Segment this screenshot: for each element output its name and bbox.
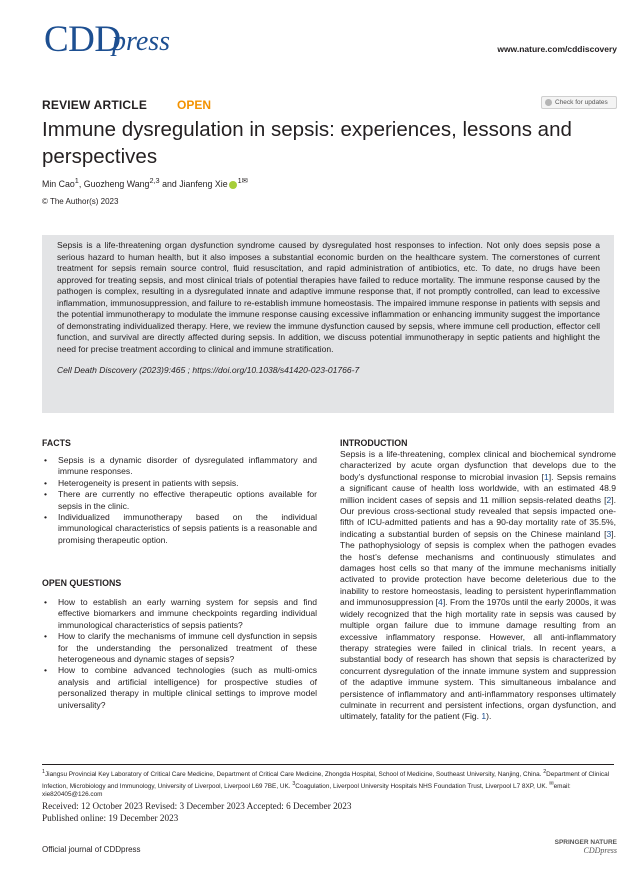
- journal-logo[interactable]: CDD: [44, 19, 121, 60]
- facts-heading: FACTS: [42, 438, 71, 448]
- abstract-text: Sepsis is a life-threatening organ dysfunction syndrome caused by dysregulated host responses to infection. Not only does sepsis pose a serious hazard to human health, but it also imposes a substantial economic burden on the healthcare system. The cornerstones of current treatment for sepsis remain source control, fluid resuscitation, and rapid administration of antibiotics, etc. To date, no drugs have been approved for treating sepsis, and most clinical trials of potential therapies have failed to reduce mortality. The immune response caused by the pathogen is complex, resulting in a dysregulated innate and adaptive immune response that, if not promptly controlled, can lead to excessive inflammation, immunosuppression, and failure to re-establish immune homeostasis. The impaired immune response in patients with sepsis and the potential immunotherapy to modulate the immune response causing excessive inflammation or enhancing immunity suggest the importance of demonstrating individualized therapy. Here, we review the immune dysfunction caused by sepsis, where immune cell production, effector cell function, and survival are directly affected during sepsis. In addition, we discuss potential immunotherapy in septic patients and highlight the need for precise treatment according to clinical and immune stratification.: [57, 240, 600, 354]
- fact-item: • Heterogeneity is present in patients with sepsis.: [42, 478, 317, 489]
- check-updates-button[interactable]: [541, 96, 617, 109]
- footnote-divider: [42, 764, 614, 765]
- open-question-item: • How to combine advanced technologies (such as multi-omics analysis and artificial intelligence) for prospective studies of personalized therapy in multiple clinical settings to improve model universality?: [42, 665, 317, 711]
- journal-logo-script: press: [112, 26, 171, 57]
- journal-footer: Official journal of CDDpress: [42, 845, 141, 854]
- open-access-badge: OPEN: [177, 98, 212, 112]
- published-date: Published online: 19 December 2023: [42, 813, 179, 823]
- publisher-sub: CDDpress: [583, 846, 617, 855]
- article-title: Immune dysregulation in sepsis: experiences, lessons and perspectives: [42, 118, 572, 168]
- facts-list: [42, 455, 317, 546]
- open-questions-heading: OPEN QUESTIONS: [42, 578, 122, 588]
- check-updates-label: Check for updates: [555, 99, 608, 106]
- citation: [57, 365, 600, 375]
- check-updates-icon: [545, 99, 552, 106]
- open-question-item: • How to establish an early warning system for sepsis and find effective biomarkers and immune checkpoints regarding individual immunological characteristics of sepsis patients?: [42, 597, 317, 631]
- authors-text[interactable]: Min Cao$^1$, Guozheng Wang$^{2,3}$ and Jianfeng Xie: [42, 176, 228, 189]
- fact-item: • Sepsis is a dynamic disorder of dysregulated inflammatory and immune responses.: [42, 455, 317, 478]
- received-dates: Received: 12 October 2023 Revised: 3 December 2023 Accepted: 6 December 2023: [42, 801, 352, 811]
- copyright: © The Author(s) 2023: [42, 197, 119, 206]
- introduction-text: Sepsis is a life-threatening, complex clinical and biochemical syndrome characterized by acute organ dysfunction that develops due to the body’s dysfunctional response to microbial invasion [1]. Sepsis remains a significant cause of health loss worldwide, with an estimated 48.9 million incident cases of sepsis and 11 million sepsis-related deaths [2]. Our previous cross-sectional study revealed that sepsis impacted one-fifth of ICU-admitted patients and has a 90-day mortality rate of 35.5%, indicating a substantial burden of sepsis on the Chinese mainland [3]. The pathophysiology of sepsis is complex when the pathogen evades the host’s defense mechanisms and continuously stimulates and damages host cells so that many of the immune mechanisms initially activated to provide protection have become deleterious due to the inability to restore homeostasis, leading to persistent hyperinflammation and immunosuppression [4]. From the 1970s until the early 2000s, it was widely recognized that the high mortality rate in sepsis was caused by multiple organ failure due to immune damage resulting from an excessive inflammatory response. However, all anti-inflammatory therapy strategies were failed in clinical trials. In recent years, a substantial body of research has shown that sepsis is characterized by concurrent dysregulation of the innate immune system and suppression of the adaptive immune system. This simultaneous imbalance and persistence of inflammatory and anti-inflammatory responses ultimately culminate in recurrent and persistent infections, organ dysfunction, and ultimately, fatality for the patient (Fig. 1).: [340, 449, 617, 722]
- journal-url[interactable]: www.nature.com/cddiscovery: [497, 44, 617, 54]
- introduction-heading: INTRODUCTION: [340, 438, 408, 448]
- abstract-box: [42, 235, 614, 413]
- citation-doi[interactable]: (2023)9:465 ; https://doi.org/10.1038/s41420-023-01766-7: [136, 365, 360, 376]
- open-question-item: • How to clarify the mechanisms of immune cell dysfunction in sepsis for the understanding the personalized treatment of these heterogeneous and dynamic stages of sepsis?: [42, 631, 317, 665]
- citation-journal: Cell Death Discovery: [57, 365, 137, 376]
- corresponding-marker: 1✉: [237, 176, 248, 185]
- affiliations: $^1$Jiangsu Provincial Key Laboratory of Critical Care Medicine, Department of Critical Care Medicine, Zhongda Hospital, School of Medicine, Southeast University, Nanjing, China. $^2$Department of Clinical Infection, Microbiology and Immunology, University of Liverpool, Liverpool L69 7BE, UK. $^3$Coagulation, Liverpool University Hospitals NHS Foundation Trust, Liverpool L7 8XP, UK. ✉email: xie820405@126.com: [42, 769, 610, 799]
- publisher-name: SPRINGER NATURE: [554, 839, 617, 846]
- fact-item: • There are currently no effective therapeutic options available for sepsis in the clinic.: [42, 489, 317, 512]
- open-questions-list: [42, 597, 317, 711]
- fact-item: • Individualized immunotherapy based on the individual immunological characteristics of sepsis patients is a reasonable and promising therapeutic option.: [42, 512, 317, 546]
- article-type: REVIEW ARTICLE: [42, 98, 148, 112]
- publisher-logo: [555, 839, 617, 855]
- orcid-icon[interactable]: [229, 181, 237, 189]
- author-list: [42, 176, 248, 189]
